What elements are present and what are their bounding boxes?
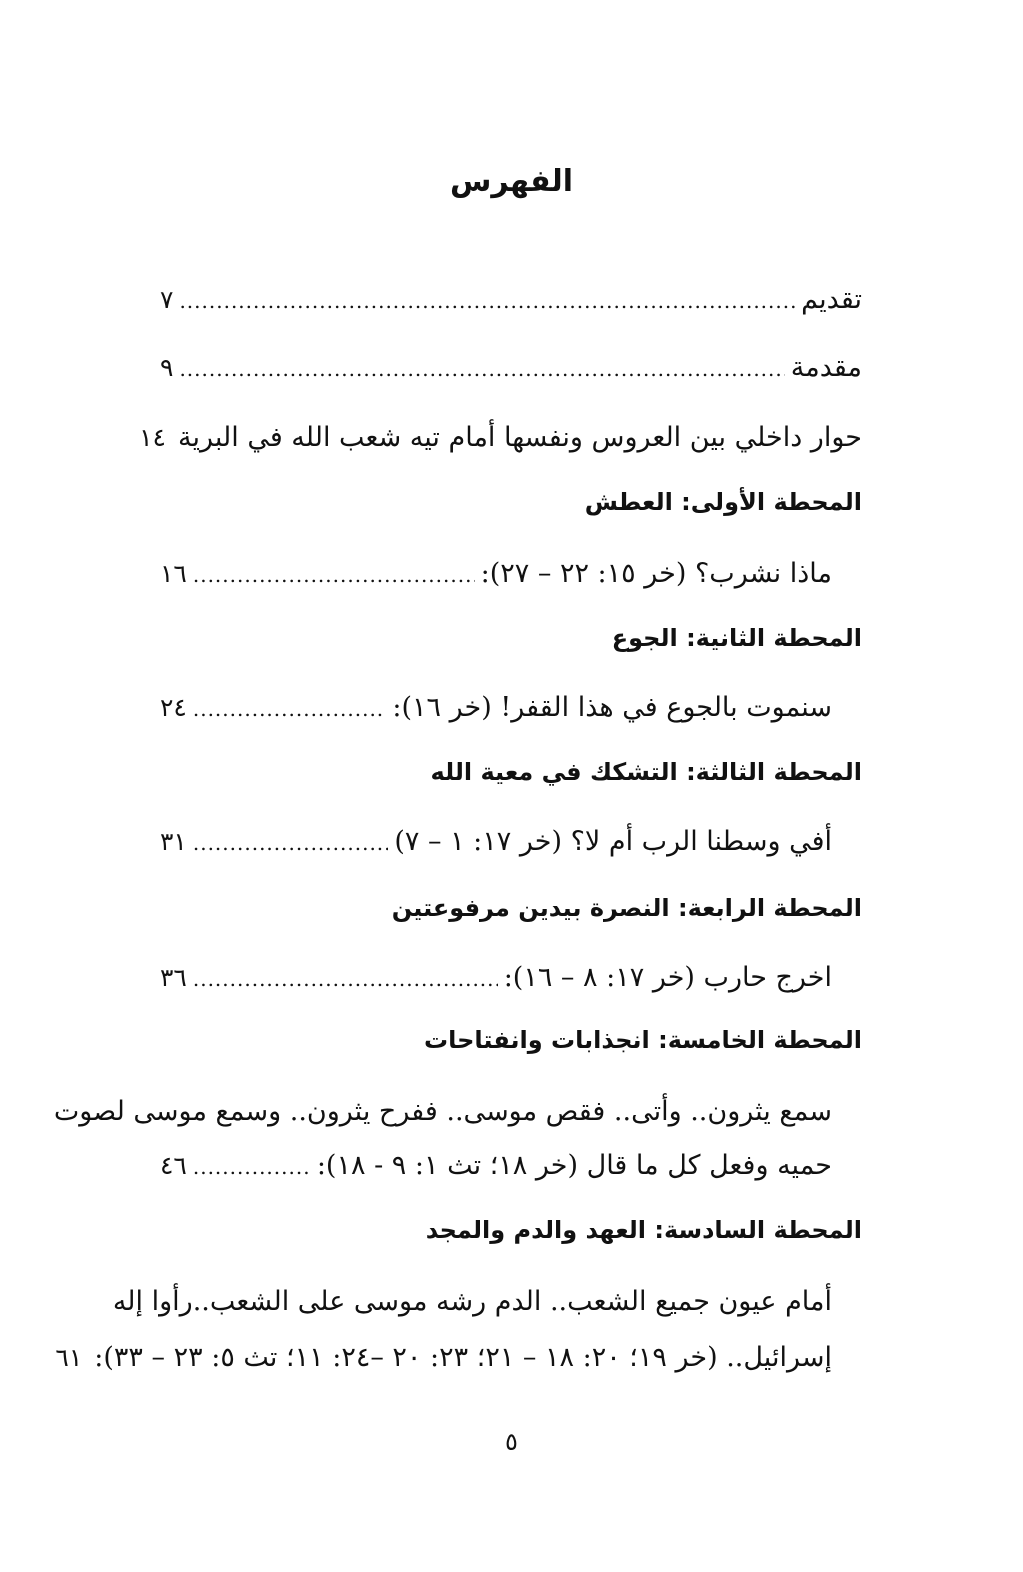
section-heading: المحطة الأولى: العطش (584, 488, 862, 516)
toc-entry-line: أمام عيون جميع الشعب.. الدم رشه موسى على الشعب..رأوا إله (112, 1286, 832, 1317)
page-number: ٥ (505, 1428, 518, 1456)
toc-entry[interactable] (160, 692, 862, 742)
toc-entry[interactable] (139, 422, 862, 472)
toc-page-number: ٩ (160, 353, 174, 382)
toc-page-number: ١٤ (139, 423, 166, 452)
section-heading: المحطة السادسة: العهد والدم والمجد (425, 1216, 862, 1244)
dot-leader (193, 967, 498, 991)
toc-entry-text: إسرائيل.. (خر ١٩؛ ٢٠: ١٨ – ٢١؛ ٢٣: ٢٠ –٢٤: ١١؛ تث ٥: ٢٣ – ٣٣): (94, 1342, 832, 1373)
toc-page-number: ٣١ (160, 827, 187, 856)
toc-entry[interactable] (160, 284, 862, 334)
dot-leader (179, 357, 784, 381)
toc-entry[interactable] (160, 352, 862, 402)
toc-page-number: ٧ (160, 285, 174, 314)
dot-leader (193, 1155, 311, 1179)
toc-entry-text: ماذا نشرب؟ (خر ١٥: ٢٢ – ٢٧): (480, 558, 832, 589)
section-heading: المحطة الخامسة: انجذابات وانفتاحات (423, 1026, 862, 1054)
toc-page-number: ٢٤ (160, 693, 187, 722)
toc-page-number: ٣٦ (160, 963, 187, 992)
section-heading: المحطة الثالثة: التشكك في معية الله (430, 758, 862, 786)
toc-entry[interactable] (160, 1150, 862, 1200)
toc-entry-text: تقديم (801, 284, 862, 315)
toc-entry-text: أفي وسطنا الرب أم لا؟ (خر ١٧: ١ – ٧) (394, 826, 832, 857)
toc-entry-text: اخرج حارب (خر ١٧: ٨ – ١٦): (503, 962, 832, 993)
dot-leader (179, 289, 795, 313)
toc-entry[interactable] (160, 962, 862, 1012)
dot-leader (193, 563, 475, 587)
toc-entry-text: مقدمة (790, 352, 862, 383)
toc-entry-text: سنموت بالجوع في هذا القفر! (خر ١٦): (392, 692, 832, 723)
page-title: الفهرس (449, 164, 573, 199)
toc-page-number: ٤٦ (160, 1151, 187, 1180)
toc-entry-line: سمع يثرون.. وأتى.. فقص موسى.. ففرح يثرون.. وسمع موسى لصوت (53, 1096, 832, 1127)
toc-entry[interactable] (160, 826, 862, 876)
dot-leader (193, 697, 387, 721)
toc-page-number: ١٦ (160, 559, 187, 588)
dot-leader (193, 831, 388, 855)
toc-entry[interactable] (160, 558, 862, 608)
section-heading: المحطة الثانية: الجوع (611, 624, 862, 652)
toc-page-number: ٦١ (55, 1343, 83, 1372)
section-heading: المحطة الرابعة: النصرة بيدين مرفوعتين (391, 894, 862, 922)
toc-entry-text: حوار داخلي بين العروس ونفسها أمام تيه شعب الله في البرية (177, 422, 862, 453)
toc-entry-text: حميه وفعل كل ما قال (خر ١٨؛ تث ١: ٩ - ١٨): (316, 1150, 832, 1181)
toc-entry[interactable] (55, 1342, 862, 1392)
